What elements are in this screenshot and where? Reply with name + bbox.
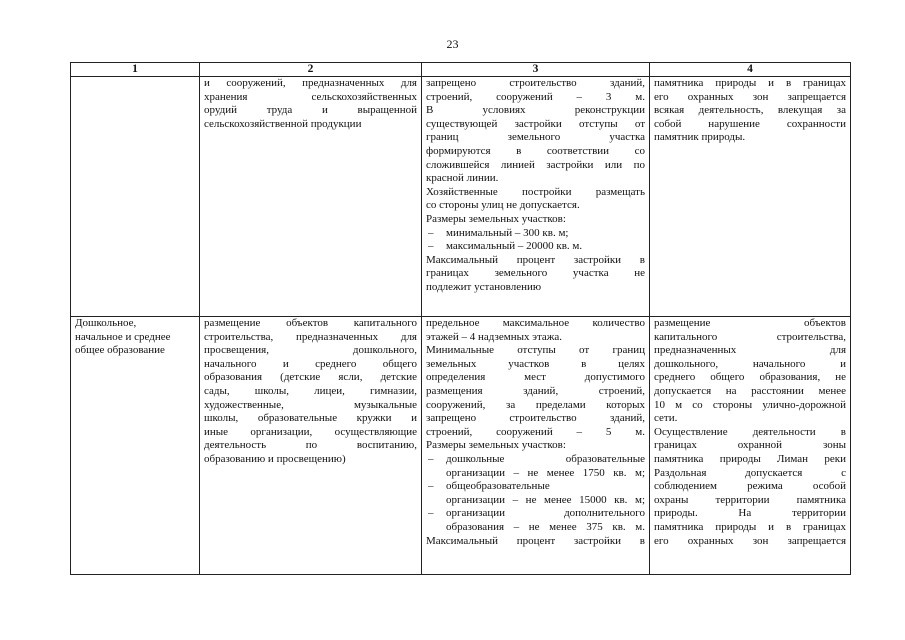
row2-col4	[650, 317, 851, 575]
row1-col2	[200, 77, 422, 317]
text-line: Максимальный процент застройки в	[426, 253, 645, 266]
text-line: Размеры земельных участков:	[426, 212, 566, 225]
text-line: допускается на расстоянии менее	[654, 384, 846, 397]
list-item-text: организации – не менее 15000 кв. м;	[446, 493, 645, 506]
text-line: капитального строительства,	[654, 330, 846, 343]
text-line: сооружений, за пределами которых	[426, 398, 645, 411]
list-item-text: организации – не менее 1750 кв. м;	[446, 466, 645, 479]
list-item	[426, 507, 645, 534]
text-line: Размеры земельных участков:	[426, 439, 566, 452]
text-line: начальное и среднее	[75, 330, 171, 343]
text-line: природы. На территории	[654, 507, 846, 520]
text-line: орудий труда и выращенной	[204, 104, 417, 117]
text-line: границах охранной зоны	[654, 439, 846, 452]
list-item-text: – максимальный – 20000 кв. м.	[446, 240, 583, 253]
text-line: его охранных зон запрещается	[654, 534, 846, 547]
text-line: земельных участков в целях	[426, 357, 645, 370]
text-line: запрещено строительство зданий,	[426, 412, 645, 425]
list-item-text: – общеобразовательные	[446, 480, 550, 493]
text-line: сети.	[654, 412, 678, 425]
list-item	[426, 240, 645, 254]
text-line: памятника природы и в границах	[654, 77, 846, 89]
text-line: его охранных зон запрещается	[654, 90, 846, 103]
table-row	[71, 77, 851, 317]
list-item-text: – минимальный – 300 кв. м;	[446, 226, 569, 239]
row1-col4	[650, 77, 851, 317]
text-line: строительства, предназначенных для	[204, 330, 417, 343]
text-line: и сооружений, предназначенных для	[204, 77, 417, 89]
text-line: памятника природы и в границах	[654, 520, 846, 533]
text-line: общее образование	[75, 344, 165, 357]
text-line: сложившейся линией застройки или по	[426, 158, 645, 171]
text-line: памятника природы Лиман реки	[654, 452, 846, 465]
header-col-2: 2	[200, 63, 422, 77]
text-line: начального и среднего общего	[204, 357, 417, 370]
row2-col3	[422, 317, 650, 575]
text-line: этажей – 4 надземных этажа.	[426, 330, 563, 343]
list-item	[426, 453, 645, 480]
row1-col1	[71, 77, 200, 317]
row1-col3	[422, 77, 650, 317]
text-line: памятник природы.	[654, 131, 746, 144]
text-line: границах земельного участка не	[426, 267, 645, 280]
text-line: границ земельного участка	[426, 131, 645, 144]
text-line: красной линии.	[426, 172, 499, 185]
text-line: художественные, музыкальные	[204, 398, 417, 411]
list-item-text: образования – не менее 375 кв. м.	[446, 520, 645, 533]
table-row	[71, 317, 851, 575]
text-line: Раздольная допускается с	[654, 466, 846, 479]
text-line: всякая деятельность, влекущая за	[654, 104, 846, 117]
text-line: размещения зданий, строений,	[426, 384, 645, 397]
text-line: среднего общего образования, не	[654, 371, 846, 384]
text-line: дошкольного, начального и	[654, 357, 846, 370]
text-line: строений, сооружений – 5 м.	[426, 425, 645, 438]
text-line: Дошкольное,	[75, 317, 137, 329]
list-item	[426, 227, 645, 241]
text-line: деятельность по воспитанию,	[204, 439, 417, 452]
text-line: соблюдением режима особой	[654, 480, 846, 493]
text-line: собой нарушение сохранности	[654, 117, 846, 130]
text-line: размещение объектов	[654, 317, 846, 329]
text-line: строений, сооружений – 3 м.	[426, 90, 645, 103]
row2-col1	[71, 317, 200, 575]
text-line: запрещено строительство зданий,	[426, 77, 645, 89]
text-line: школы, образовательные кружки и	[204, 412, 417, 425]
text-line: В условиях реконструкции	[426, 104, 645, 117]
header-col-4: 4	[650, 63, 851, 77]
text-line: предназначенных для	[654, 344, 846, 357]
list-item	[426, 480, 645, 507]
text-line: сады, школы, лицеи, гимназии,	[204, 384, 417, 397]
text-line: определения мест допустимого	[426, 371, 645, 384]
text-line: предельное максимальное количество	[426, 317, 645, 329]
text-line: формируются в соответствии со	[426, 144, 645, 157]
text-line: Минимальные отступы от границ	[426, 344, 645, 357]
text-line: размещение объектов капитального	[204, 317, 417, 329]
header-col-1: 1	[71, 63, 200, 77]
text-line: Максимальный процент застройки в	[426, 534, 645, 547]
text-line: иные организации, осуществляющие	[204, 425, 417, 438]
zoning-table	[70, 62, 851, 575]
page-number: 23	[446, 37, 459, 51]
text-line: образования (детские ясли, детские	[204, 371, 417, 384]
list-item-text: – организации дополнительного	[446, 507, 645, 520]
header-col-3: 3	[422, 63, 650, 77]
text-line: подлежит установлению	[426, 280, 542, 293]
text-line: образованию и просвещению)	[204, 452, 346, 465]
text-line: существующей застройки отступы от	[426, 117, 645, 130]
text-line: просвещения, дошкольного,	[204, 344, 417, 357]
text-line: охраны территории памятника	[654, 493, 846, 506]
text-line: хранения сельскохозяйственных	[204, 90, 417, 103]
row2-col2	[200, 317, 422, 575]
text-line: Осуществление деятельности в	[654, 425, 846, 438]
text-line: 10 м со стороны улично-дорожной	[654, 398, 846, 411]
header-row	[71, 63, 851, 77]
text-line: Хозяйственные постройки размещать	[426, 185, 645, 198]
list-item-text: – дошкольные образовательные	[446, 452, 645, 465]
text-line: сельскохозяйственной продукции	[204, 117, 362, 130]
text-line: со стороны улиц не допускается.	[426, 199, 580, 212]
